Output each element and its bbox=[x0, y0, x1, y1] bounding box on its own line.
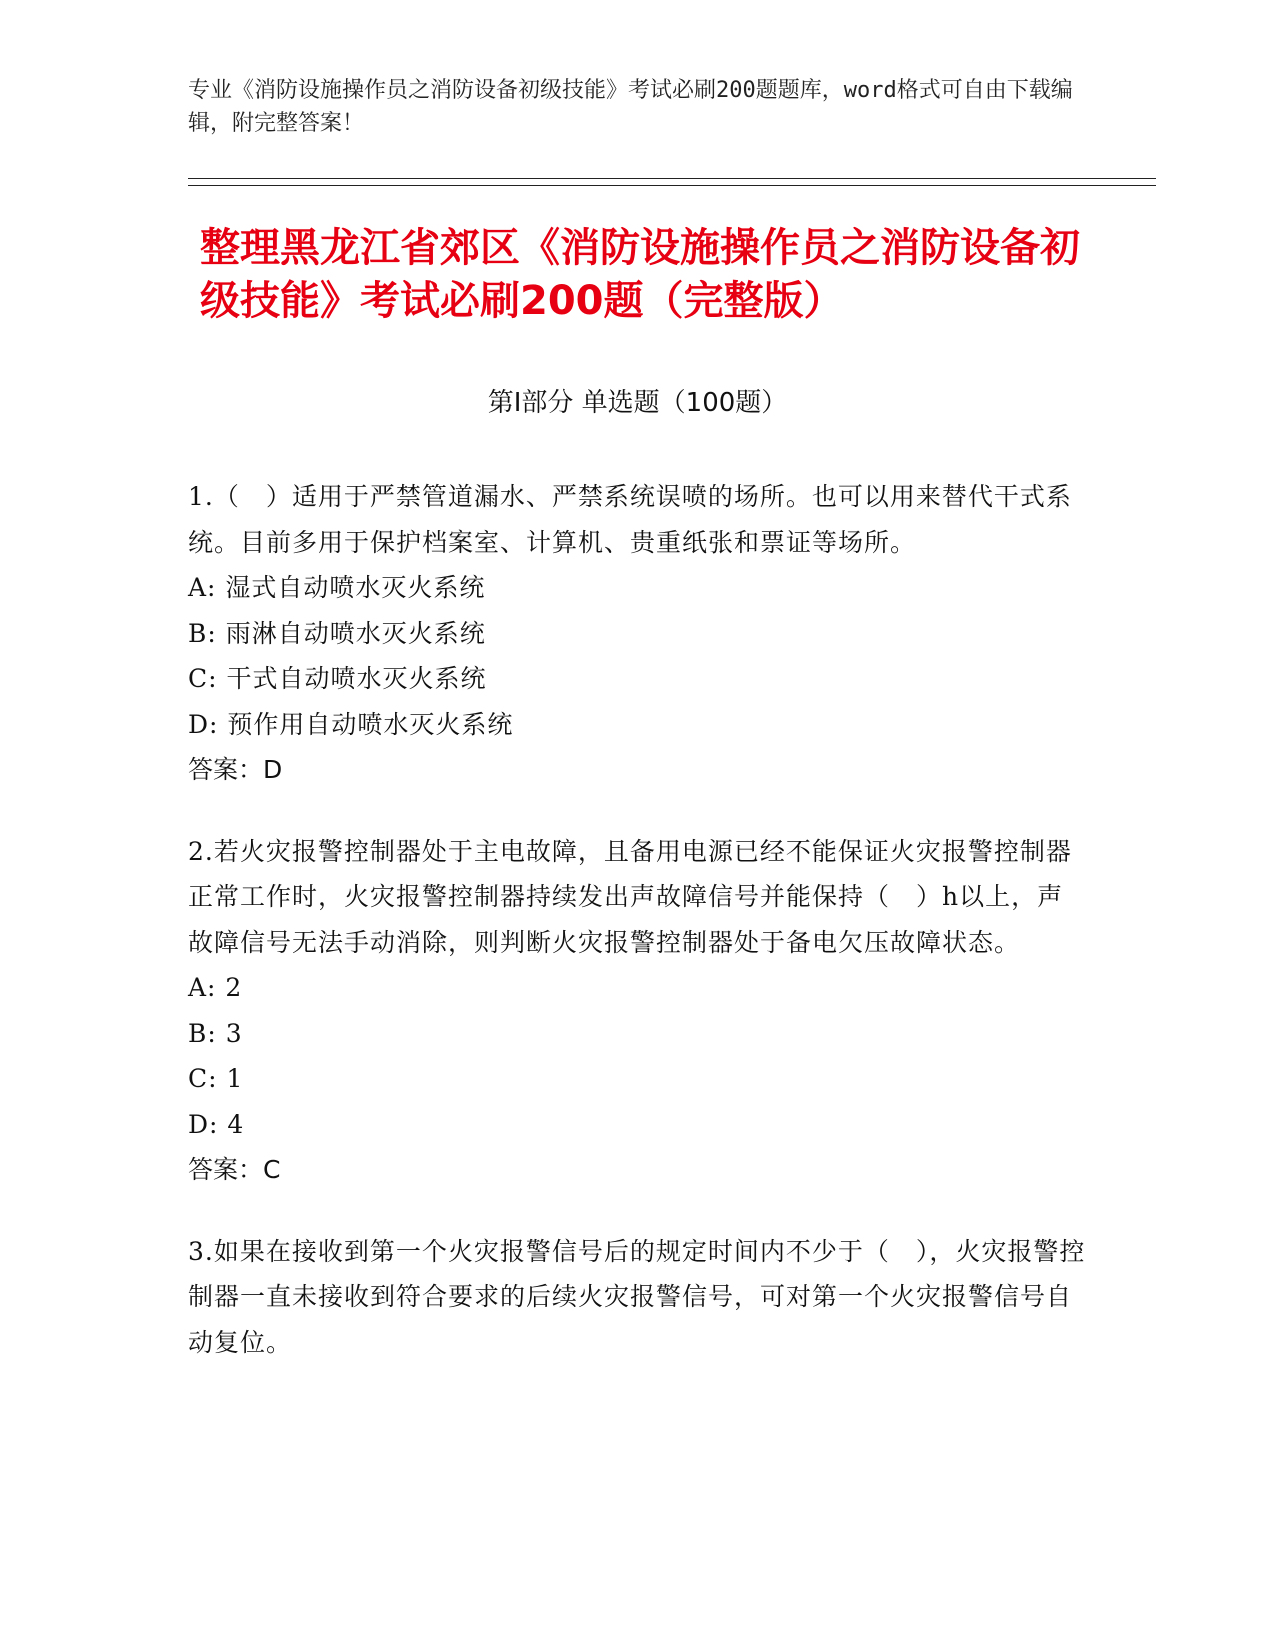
question-text: 2.若火灾报警控制器处于主电故障，且备用电源已经不能保证火灾报警控制器正常工作时，火灾报警控制器持续发出声故障信号并能保持（ ）h以上，声故障信号无法手动消除，则判断火灾报警控制器处于备电欠压故障状态。 bbox=[188, 836, 1072, 957]
option-c: C: 干式自动喷水灭火系统 bbox=[188, 664, 487, 693]
question-text: 1.（ ）适用于严禁管道漏水、严禁系统误喷的场所。也可以用来替代干式系统。目前多用于保护档案室、计算机、贵重纸张和票证等场所。 bbox=[188, 482, 1072, 557]
header-divider-bottom bbox=[188, 185, 1156, 186]
question-list bbox=[188, 474, 1088, 1401]
option-d: D: 4 bbox=[188, 1109, 245, 1139]
document-title: 整理黑龙江省郊区《消防设施操作员之消防设备初级技能》考试必刷200题（完整版） bbox=[200, 225, 1080, 324]
option-d: D: 预作用自动喷水灭火系统 bbox=[188, 709, 514, 739]
answer-label: 答案：D bbox=[188, 755, 283, 784]
option-a: A: 湿式自动喷水灭火系统 bbox=[188, 573, 486, 602]
header-divider-top bbox=[188, 178, 1156, 179]
option-c: C: 1 bbox=[188, 1064, 244, 1093]
header-note: 专业《消防设施操作员之消防设备初级技能》考试必刷200题题库，word格式可自由下载编辑，附完整答案！ bbox=[188, 78, 1073, 136]
section-title: 第Ⅰ部分 单选题（100题） bbox=[487, 388, 788, 418]
question-3 bbox=[188, 1229, 1088, 1366]
answer-label: 答案：C bbox=[188, 1155, 281, 1184]
question-2 bbox=[188, 829, 1088, 1193]
option-b: B: 雨淋自动喷水灭火系统 bbox=[188, 618, 486, 648]
option-b: B: 3 bbox=[188, 1018, 243, 1048]
option-a: A: 2 bbox=[188, 973, 243, 1002]
question-text: 3.如果在接收到第一个火灾报警信号后的规定时间内不少于（ ），火灾报警控制器一直未接收到符合要求的后续火灾报警信号，可对第一个火灾报警信号自动复位。 bbox=[188, 1236, 1086, 1357]
question-1 bbox=[188, 474, 1088, 793]
